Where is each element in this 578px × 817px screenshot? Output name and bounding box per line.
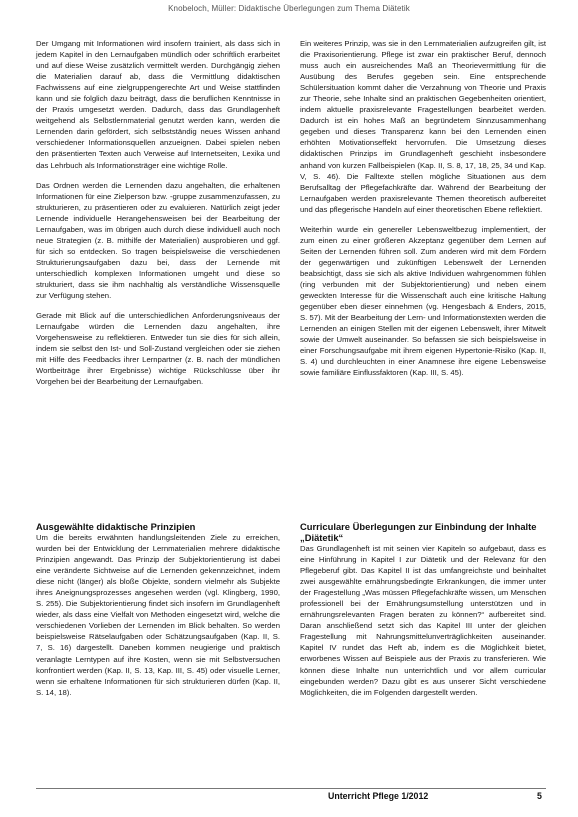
right-section-paragraph: Das Grundlagenheft ist mit seinen vier Kapiteln so aufgebaut, dass es eine Hinführung in Kapitel I zur Diätetik und der Relevanz für den Pflegeberuf gibt. Das Kapitel II ist das umfangreichste und beinhaltet zwei ausgewählte ernährungsbedingte Erkrankungen, die immer unter der Fragestellung „Was müssen Pflegefachkräfte wissen, um Menschen professionell bei der Ernährungsumstellung unterstützen und in ernährungsrelevanten Fragen beraten zu können?“ aufbereitet sind. Daran anschließend setzt sich das Kapitel III unter der gleichen Fragestellung mit Nahrungsmittelunverträglichkeiten auseinander. Kapitel IV rundet das Heft ab, indem es die Möglichkeit bietet, erworbenes Wissen auf Beispiele aus der Praxis zu transferieren. Wie können diese Inhalte nun unterrichtlich und vor allem curricular eingebunden werden? Dazu gibt es aus unserer Sicht verschiedene Möglichkeiten, die im Folgenden dargestellt werden.: [300, 544, 546, 697]
footer-journal-title: Unterricht Pflege 1/2012: [328, 791, 429, 801]
left-paragraph-3: Gerade mit Blick auf die unterschiedlichen Anforderungsniveaus der Lernaufgabe würden die Lernenden dazu angehalten, ihre Vorgehensweise zu reflektieren. Entweder tun sie dies für sich allein, indem sie selbst den Ist- und Soll-Zustand vergleichen oder sie ziehen mit Hilfe des Feedbacks ihrer Lernpartner (z. B. nach der mündlichen Wortbeiträge ihrer Ergebnisse) wichtige Rückschlüsse über ihr Vorgehen bei der Bearbeitung der Lernaufgaben.: [36, 311, 280, 387]
running-header: Knobeloch, Müller: Didaktische Überlegungen zum Thema Diätetik: [168, 4, 410, 13]
section-heading-principles: Ausgewählte didaktische Prinzipien: [36, 521, 196, 532]
left-section-paragraph: Um die bereits erwähnten handlungsleitenden Ziele zu erreichen, wurden bei der Entwicklung der Lernmaterialien mehrere didaktische Prinzipien angewandt. Das Prinzip der Subjektorientierung ist dabei eine veränderte Sichtweise auf die Lernenden gekennzeichnet, indem diese nicht (länger) als bloße Objekte, sondern vielmehr als Subjekte ihres Aneignungsprozesses angesehen werden (vgl. Klingberg, 1990, S. 255). Die Subjektorientierung findet sich insofern im Grundlagenheft wieder, als dass eine Vielfalt von Methoden eingesetzt wird, welche die verschiedenen Vorlieben der Lernenden im Blick behalten. So werden beispielsweise Rätselaufgaben oder Schätzungsaufgaben (Kap. II, S. 7, S. 16) dargestellt. Daneben kommen neugierige und praktisch veranlagte Lerntypen auf ihre Kosten, wenn sie mit Selbstversuchen konfrontiert werden (Kap. II, S. 13, Kap. III, S. 45) oder visuelle Lerner, wenn sie erhaltene Informationen für sich strukturieren dürfen (Kap. II, S. 14, 18).: [36, 533, 280, 697]
section-heading-curriculum: Curriculare Überlegungen zur Einbindung der Inhalte „Diätetik“: [300, 521, 537, 543]
right-column: [300, 38, 546, 697]
left-column: [36, 38, 280, 697]
left-paragraph-2: Das Ordnen werden die Lernenden dazu angehalten, die erhaltenen Informationen für eine Zielperson bzw. -gruppe zusammenzufassen, zu strukturieren, zu präsentieren oder zu evaluieren. Natürlich zeigt jeder Lernende individuelle Herangehensweisen bei der Bearbeitung der Lernaufgaben, was im übrigen auch durch diese individuell auch noch neue Strategien (z. B. mithilfe der Materialien) ausprobieren und ggf. für sich so entdecken. So tragen beispielsweise die verschiedenen Strukturierungsaufgaben dazu bei, dass der Lernende mit unterschiedlich komplexen Informationen umgeht und diese so strukturiert, dass sie ihm nachhaltig als verständliche Wissensquelle zur Verfügung stehen.: [36, 180, 280, 301]
footer-rule: [36, 788, 546, 789]
left-section: [36, 521, 280, 698]
page-number: 5: [537, 791, 542, 801]
right-paragraph-1: Ein weiteres Prinzip, was sie in den Lernmaterialien aufzugreifen gilt, ist die Praxisorientierung. Pflege ist zwar ein praktischer Beruf, dennoch muss auch ein ausreichendes Maß an Theorievermittlung für die Ausübung des Berufes gegeben sein. Eine entsprechende Schülersituation kommt daher die Verzahnung von Theorie und Praxis zur Theorie, sehe Inhalte sind an praktischen Gegebenheiten orientiert, indem aktuelle praxisrelevante Fragestellungen bearbeitet werden. Dadurch ist ein hohes Maß an begründetem Sinnzusammenhang gegeben und dieses Transparenz kann bei den Lernenden einen erhöhten Motivationseffekt hervorrufen. Die Umsetzung dieses didaktischen Prinzips im Grundlagenheft geschieht insbesondere anhand von kurzen Fallbeispielen (Kap. II, S. 8, 17, 18, 25, 34 und Kap. V, S. 46). Die Falltexte stellen mögliche Situationen aus dem Berufsalltag der Pflegefachkräfte dar. Während der Bearbeitung der Lernaufgaben werden praxisrelevante Themen theoretisch aufbereitet und das pflegerische Handeln auf einer theoretischen Ebene reflektiert.: [300, 39, 546, 214]
right-paragraph-2: Weiterhin wurde ein genereller Lebensweltbezug implementiert, der zum einen zu einer größeren Akzeptanz gegenüber dem Lernen auf Seiten der Lernenden führen soll. Zum anderen wird mit dem Fördern der gegenwärtigen und zukünftigen Lebenswelt der Lernenden beabsichtigt, dass sie sich als aktive Individuen wahrgenommen fühlen (ring verbunden mit der Subjektorientierung) und neben einem geweckten Interesse für die Wissenschaft auch eine kritische Haltung gegenüber eben dieser einnehmen (vg. Hengesbach & Enders, 2015, S. 57). Mit der Bearbeitung der Lern- und Informationstexten werden die Lernenden an einigen Stellen mit der eigenen Lebenswelt, ihrer Mitwelt sowie der Umwelt auseinander. So befassen sie sich beispielsweise in einer Forschungsaufgabe mit ihrem eigenen Hypertonie-Risiko (Kap. II, S. 4) und durchleuchten in einer Anamnese ihre eigene Lebensweise sowie familiäre Einflussfaktoren (Kap. III, S. 45).: [300, 224, 546, 378]
left-paragraph-1: Der Umgang mit Informationen wird insofern trainiert, als dass sich in jedem Kapitel in den Lernaufgaben mündlich oder schriftlich erarbeitet und auf diese Weise zusätzlich vermittelt werden. Durchgängig ziehen die Materialien darauf ab, dass die Vermittlung didaktischen Fachwissens auf eine zielgruppengerechte Art und Weise stattfinden kann und sie folglich dazu beiträgt, dass die beruflichen Kenntnisse in der Praxis umgesetzt werden. Dadurch, dass das Grundlagenheft weitgehend als Selbstlernmaterial genutzt werden kann, werden die Lernenden darin gefördert, sich selbstständig neues Wissen anhand verschiedener Informationsquellen anzueignen. Dabei spielen neben den präsentierten Texten auch Verweise auf Internetseiten, Lexika und das Lehrbuch als Informationsträger eine wichtige Rolle.: [36, 39, 280, 170]
right-section: [300, 521, 546, 698]
